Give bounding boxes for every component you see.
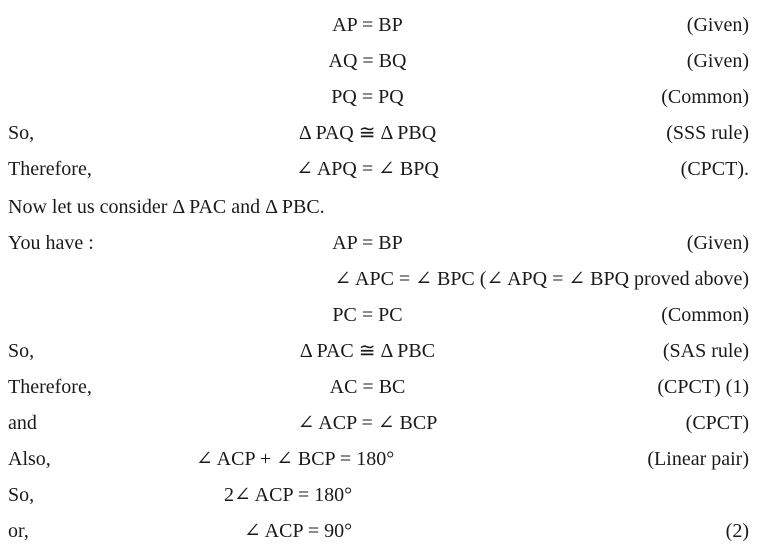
proof-line-2 [0, 46, 763, 76]
proof-line-11 [0, 372, 763, 402]
statement: ∠ ACP = ∠ BCP [297, 412, 438, 434]
lead-word: So, [8, 122, 35, 144]
lead-word: So, [8, 484, 35, 506]
statement: AQ = BQ [328, 50, 407, 72]
proof-line-6 [0, 192, 763, 222]
proof-line-9 [0, 300, 763, 330]
statement: AP = BP [332, 232, 403, 254]
statement: ∠ ACP = 90° [244, 520, 353, 542]
reason: (Linear pair) [647, 448, 749, 470]
proof-line-12 [0, 408, 763, 438]
proof-line-13 [0, 444, 763, 474]
statement: AC = BC [329, 376, 406, 398]
reason: (Given) [686, 232, 749, 254]
statement: ∠ APQ = ∠ BPQ [296, 158, 439, 180]
statement: PC = PC [332, 304, 403, 326]
statement-with-justification: ∠ APC = ∠ BPC (∠ APQ = ∠ BPQ proved above) [334, 268, 749, 290]
lead-word: Also, [8, 448, 51, 470]
proof-line-15 [0, 516, 763, 546]
reason: (Common) [661, 304, 749, 326]
lead-word: You have : [8, 232, 94, 254]
reason: (SSS rule) [666, 122, 749, 144]
statement: Δ PAC ≅ Δ PBC [299, 340, 436, 362]
lead-word: Therefore, [8, 376, 92, 398]
statement: AP = BP [332, 14, 403, 36]
lead-word: and [8, 412, 37, 434]
statement: 2∠ ACP = 180° [224, 484, 353, 506]
proof-line-10 [0, 336, 763, 366]
lead-word: or, [8, 520, 29, 542]
proof-line-7 [0, 228, 763, 258]
reason: (CPCT) [685, 412, 749, 434]
reason: (Common) [661, 86, 749, 108]
proof-line-14 [0, 480, 763, 510]
reason: (Given) [686, 50, 749, 72]
proof-line-5 [0, 154, 763, 184]
lead-word: So, [8, 340, 35, 362]
reason: (SAS rule) [662, 340, 749, 362]
reason: (CPCT). [680, 158, 749, 180]
reason: (2) [725, 520, 749, 542]
statement: PQ = PQ [331, 86, 404, 108]
lead-sentence: Now let us consider Δ PAC and Δ PBC. [8, 196, 325, 218]
statement: ∠ ACP + ∠ BCP = 180° [196, 448, 395, 470]
proof-line-4 [0, 118, 763, 148]
reason: (CPCT) (1) [657, 376, 749, 398]
statement: Δ PAQ ≅ Δ PBQ [298, 122, 437, 144]
proof-line-3 [0, 82, 763, 112]
reason: (Given) [686, 14, 749, 36]
proof-line-8 [0, 264, 763, 294]
lead-word: Therefore, [8, 158, 92, 180]
proof-line-1 [0, 10, 763, 40]
